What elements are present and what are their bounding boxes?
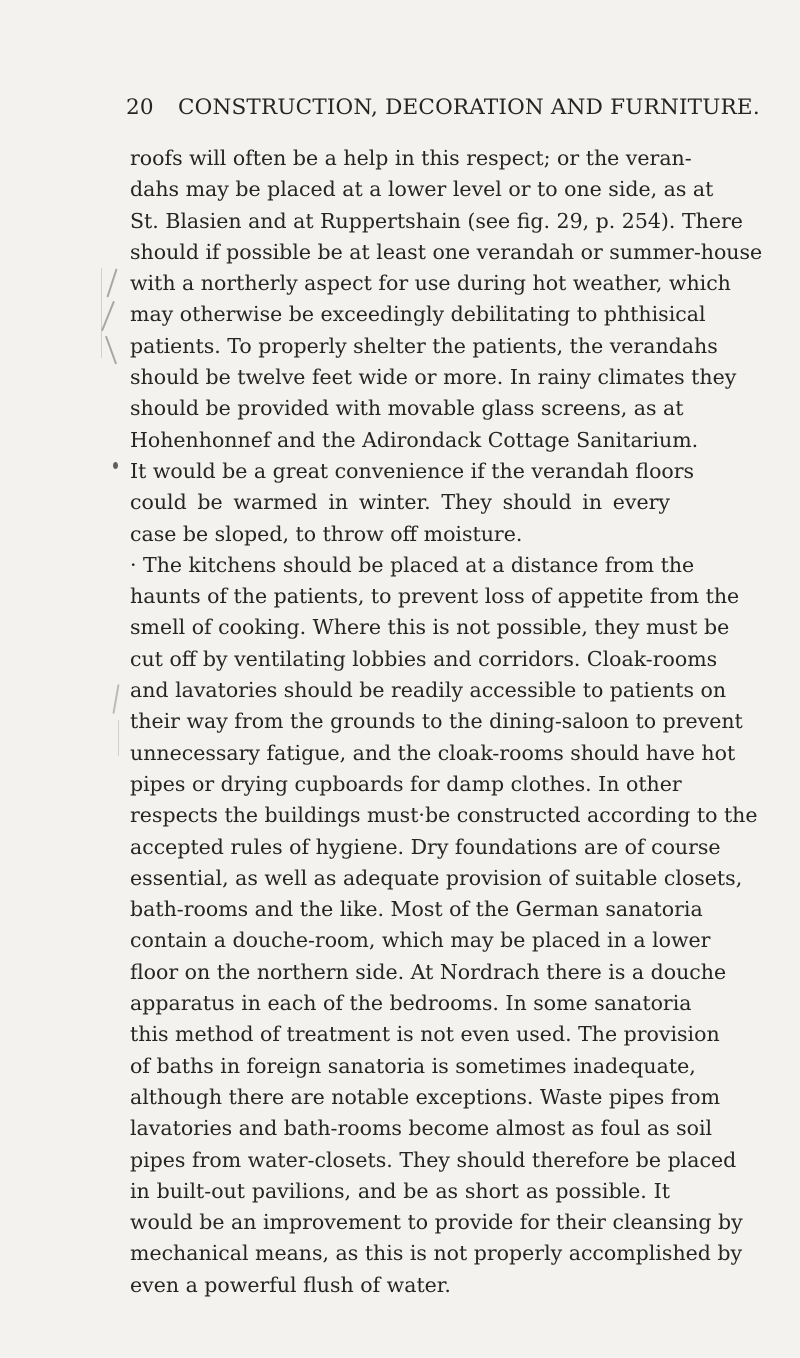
text-line: floor on the northern side. At Nordrach there is a douche (130, 959, 727, 984)
text-line: It would be a great convenience if the verandah floors (130, 458, 695, 483)
text-line: Hohenhonnef and the Adirondack Cottage Sanitarium. (130, 427, 699, 452)
margin-mark (101, 301, 115, 331)
text-line: St. Blasien and at Ruppertshain (see fig. 29, p. 254). There (130, 208, 743, 233)
page-number: 20 (126, 95, 154, 120)
text-line: their way from the grounds to the dining-saloon to prevent (130, 709, 743, 734)
page-header (126, 93, 760, 123)
text-line: mechanical means, as this is not properly accomplished by (130, 1241, 743, 1266)
margin-mark (101, 268, 102, 358)
text-line: should if possible be at least one verandah or summer-house (130, 239, 763, 264)
margin-mark (112, 684, 119, 714)
text-line: could be warmed in winter. They should in every (130, 490, 670, 515)
text-line: pipes or drying cupboards for damp clothes. In other (130, 771, 682, 796)
text-line: haunts of the patients, to prevent loss of appetite from the (130, 584, 740, 609)
text-line: of baths in foreign sanatoria is sometimes inadequate, (130, 1053, 696, 1078)
text-line: may otherwise be exceedingly debilitating to phthisical (130, 302, 706, 327)
text-line: should be twelve feet wide or more. In rainy climates they (130, 365, 737, 390)
text-line: accepted rules of hygiene. Dry foundations are of course (130, 834, 721, 859)
text-line: and lavatories should be readily accessible to patients on (130, 678, 727, 703)
text-line: smell of cooking. Where this is not possible, they must be (130, 615, 730, 640)
body-text (130, 143, 763, 1301)
text-line: case be sloped, to throw off moisture. (130, 521, 523, 546)
text-line: contain a douche-room, which may be placed in a lower (130, 928, 711, 953)
text-line: patients. To properly shelter the patients, the verandahs (130, 333, 718, 358)
text-line: cut off by ventilating lobbies and corridors. Cloak-rooms (130, 646, 718, 671)
text-line: in built-out pavilions, and be as short as possible. It (130, 1178, 670, 1203)
text-line: lavatories and bath-rooms become almost as foul as soil (130, 1116, 713, 1141)
text-line: bath-rooms and the like. Most of the German sanatoria (130, 897, 703, 922)
margin-mark (106, 268, 117, 297)
text-line: this method of treatment is not even used. The provision (130, 1022, 720, 1047)
margin-dot (113, 462, 118, 469)
text-line: even a powerful flush of water. (130, 1272, 451, 1297)
margin-mark (105, 336, 117, 365)
text-line: roofs will often be a help in this respect; or the veran- (130, 146, 692, 170)
text-line: dahs may be placed at a lower level or to one side, as at (130, 177, 714, 202)
text-line: apparatus in each of the bedrooms. In some sanatoria (130, 991, 692, 1016)
text-line: unnecessary fatigue, and the cloak-rooms should have hot (130, 740, 736, 765)
text-line: with a northerly aspect for use during hot weather, which (130, 271, 731, 296)
text-line: pipes from water-closets. They should therefore be placed (130, 1147, 737, 1172)
text-line: · The kitchens should be placed at a distance from the (130, 552, 695, 577)
text-line: would be an improvement to provide for their cleansing by (130, 1210, 743, 1235)
text-line: should be provided with movable glass screens, as at (130, 396, 684, 421)
margin-mark (118, 720, 119, 756)
text-line: although there are notable exceptions. Waste pipes from (130, 1084, 721, 1109)
running-title: CONSTRUCTION, DECORATION AND FURNITURE. (178, 95, 760, 120)
text-line: essential, as well as adequate provision of suitable closets, (130, 865, 743, 890)
text-line: respects the buildings must·be constructed according to the (130, 803, 758, 828)
